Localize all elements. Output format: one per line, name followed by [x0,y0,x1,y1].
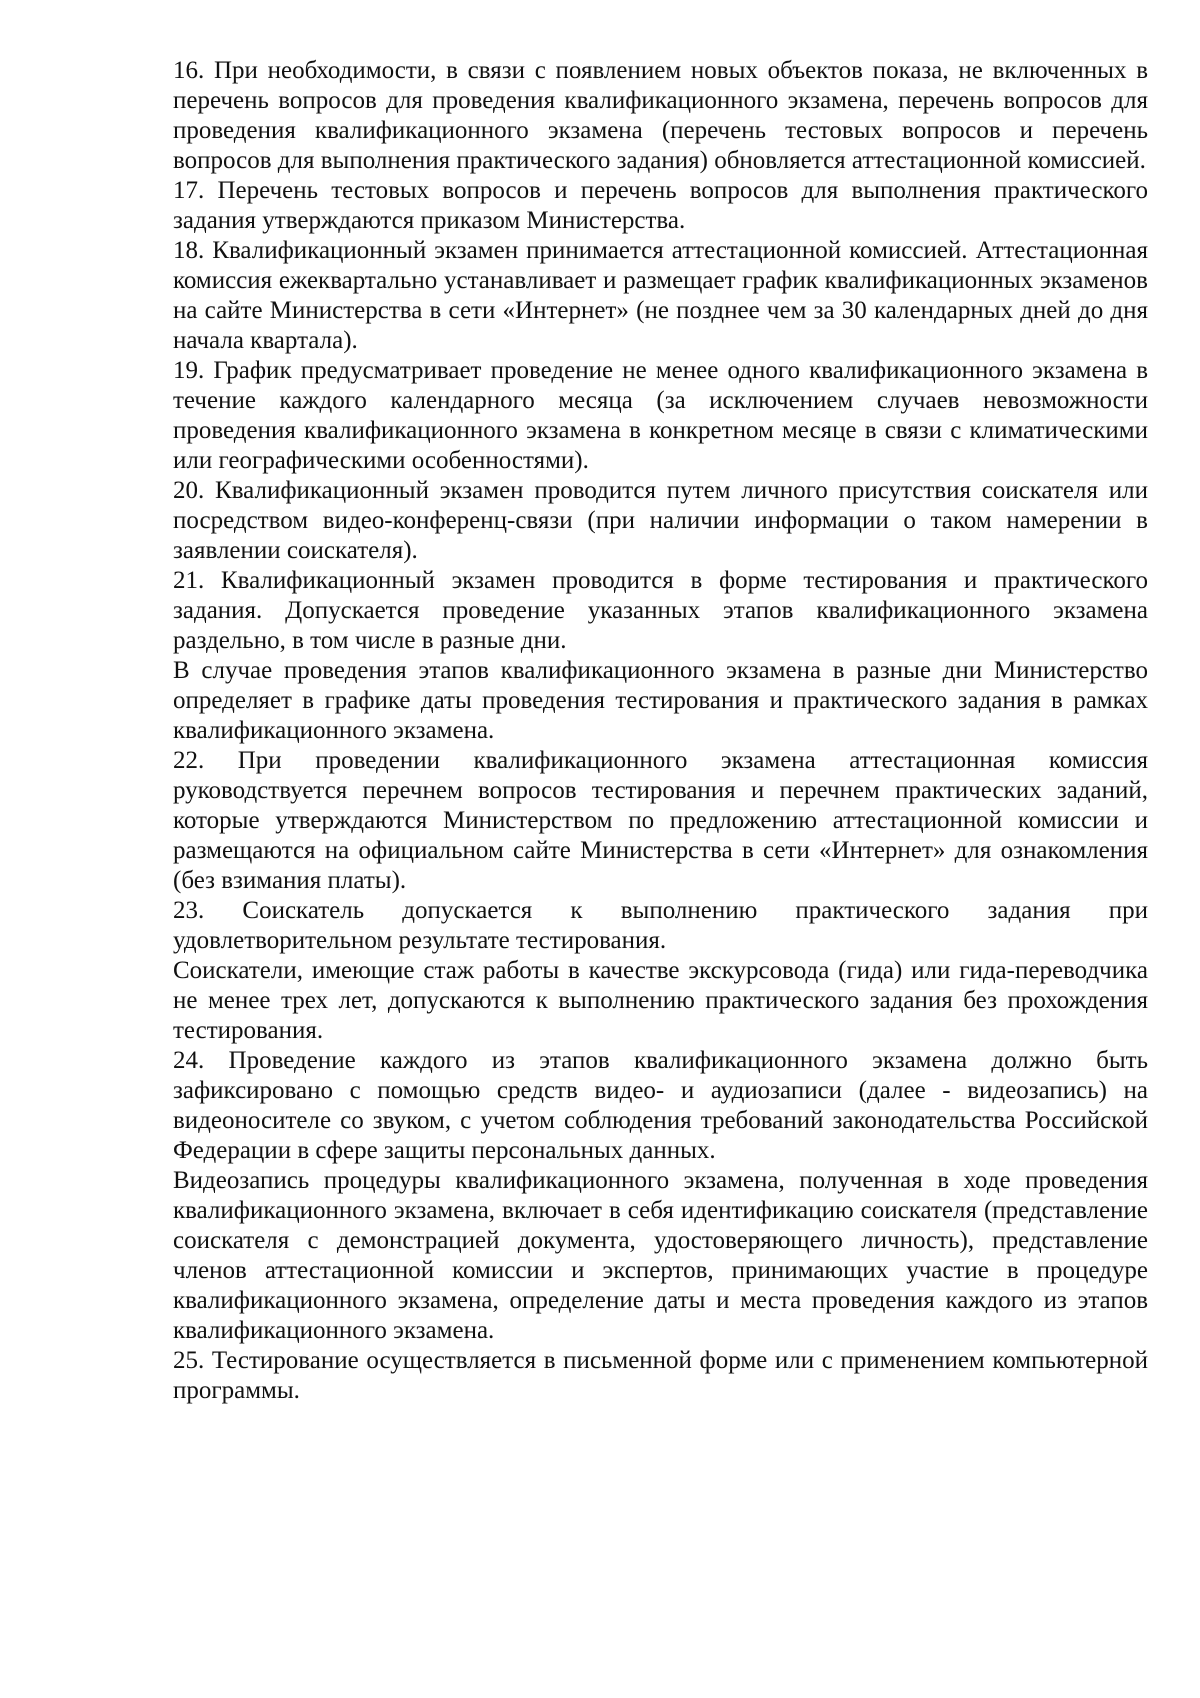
document-page [173,56,1148,1406]
paragraph-22: 22. При проведении квалификационного экзамена аттестационная комиссия руководствуется перечнем вопросов тестирования и перечнем практических заданий, которые утверждаются Министерством по предложению аттестационной комиссии и размещаются на официальном сайте Министерства в сети «Интернет» для ознакомления (без взимания платы). [173,747,1148,894]
paragraph-24-continued: Видеозапись процедуры квалификационного экзамена, полученная в ходе проведения квалификационного экзамена, включает в себя идентификацию соискателя (представление соискателя с демонстрацией документа, удостоверяющего личность), представление членов аттестационной комиссии и экспертов, принимающих участие в процедуре квалификационного экзамена, определение даты и места проведения каждого из этапов квалификационного экзамена. [173,1167,1148,1344]
paragraph-21: 21. Квалификационный экзамен проводится в форме тестирования и практического задания. Допускается проведение указанных этапов квалификационного экзамена раздельно, в том числе в разные дни. [173,567,1148,654]
paragraph-25: 25. Тестирование осуществляется в письменной форме или с применением компьютерной программы. [173,1347,1148,1404]
paragraph-23: 23. Соискатель допускается к выполнению практического задания при удовлетворительном результате тестирования. [173,897,1148,954]
paragraph-16: 16. При необходимости, в связи с появлением новых объектов показа, не включенных в перечень вопросов для проведения квалификационного экзамена, перечень вопросов для проведения квалификационного экзамена (перечень тестовых вопросов и перечень вопросов для выполнения практического задания) обновляется аттестационной комиссией. [173,57,1148,174]
paragraph-24: 24. Проведение каждого из этапов квалификационного экзамена должно быть зафиксировано с помощью средств видео- и аудиозаписи (далее - видеозапись) на видеоносителе со звуком, с учетом соблюдения требований законодательства Российской Федерации в сфере защиты персональных данных. [173,1047,1148,1164]
paragraph-20: 20. Квалификационный экзамен проводится путем личного присутствия соискателя или посредством видео-конференц-связи (при наличии информации о таком намерении в заявлении соискателя). [173,477,1148,564]
paragraph-17: 17. Перечень тестовых вопросов и перечень вопросов для выполнения практического задания утверждаются приказом Министерства. [173,177,1148,234]
paragraph-18: 18. Квалификационный экзамен принимается аттестационной комиссией. Аттестационная комиссия ежеквартально устанавливает и размещает график квалификационных экзаменов на сайте Министерства в сети «Интернет» (не позднее чем за 30 календарных дней до дня начала квартала). [173,237,1148,354]
paragraph-23-continued: Соискатели, имеющие стаж работы в качестве экскурсовода (гида) или гида-переводчика не менее трех лет, допускаются к выполнению практического задания без прохождения тестирования. [173,957,1148,1044]
paragraph-19: 19. График предусматривает проведение не менее одного квалификационного экзамена в течение каждого календарного месяца (за исключением случаев невозможности проведения квалификационного экзамена в конкретном месяце в связи с климатическими или географическими особенностями). [173,357,1148,474]
paragraph-21-continued: В случае проведения этапов квалификационного экзамена в разные дни Министерство определяет в графике даты проведения тестирования и практического задания в рамках квалификационного экзамена. [173,657,1148,744]
